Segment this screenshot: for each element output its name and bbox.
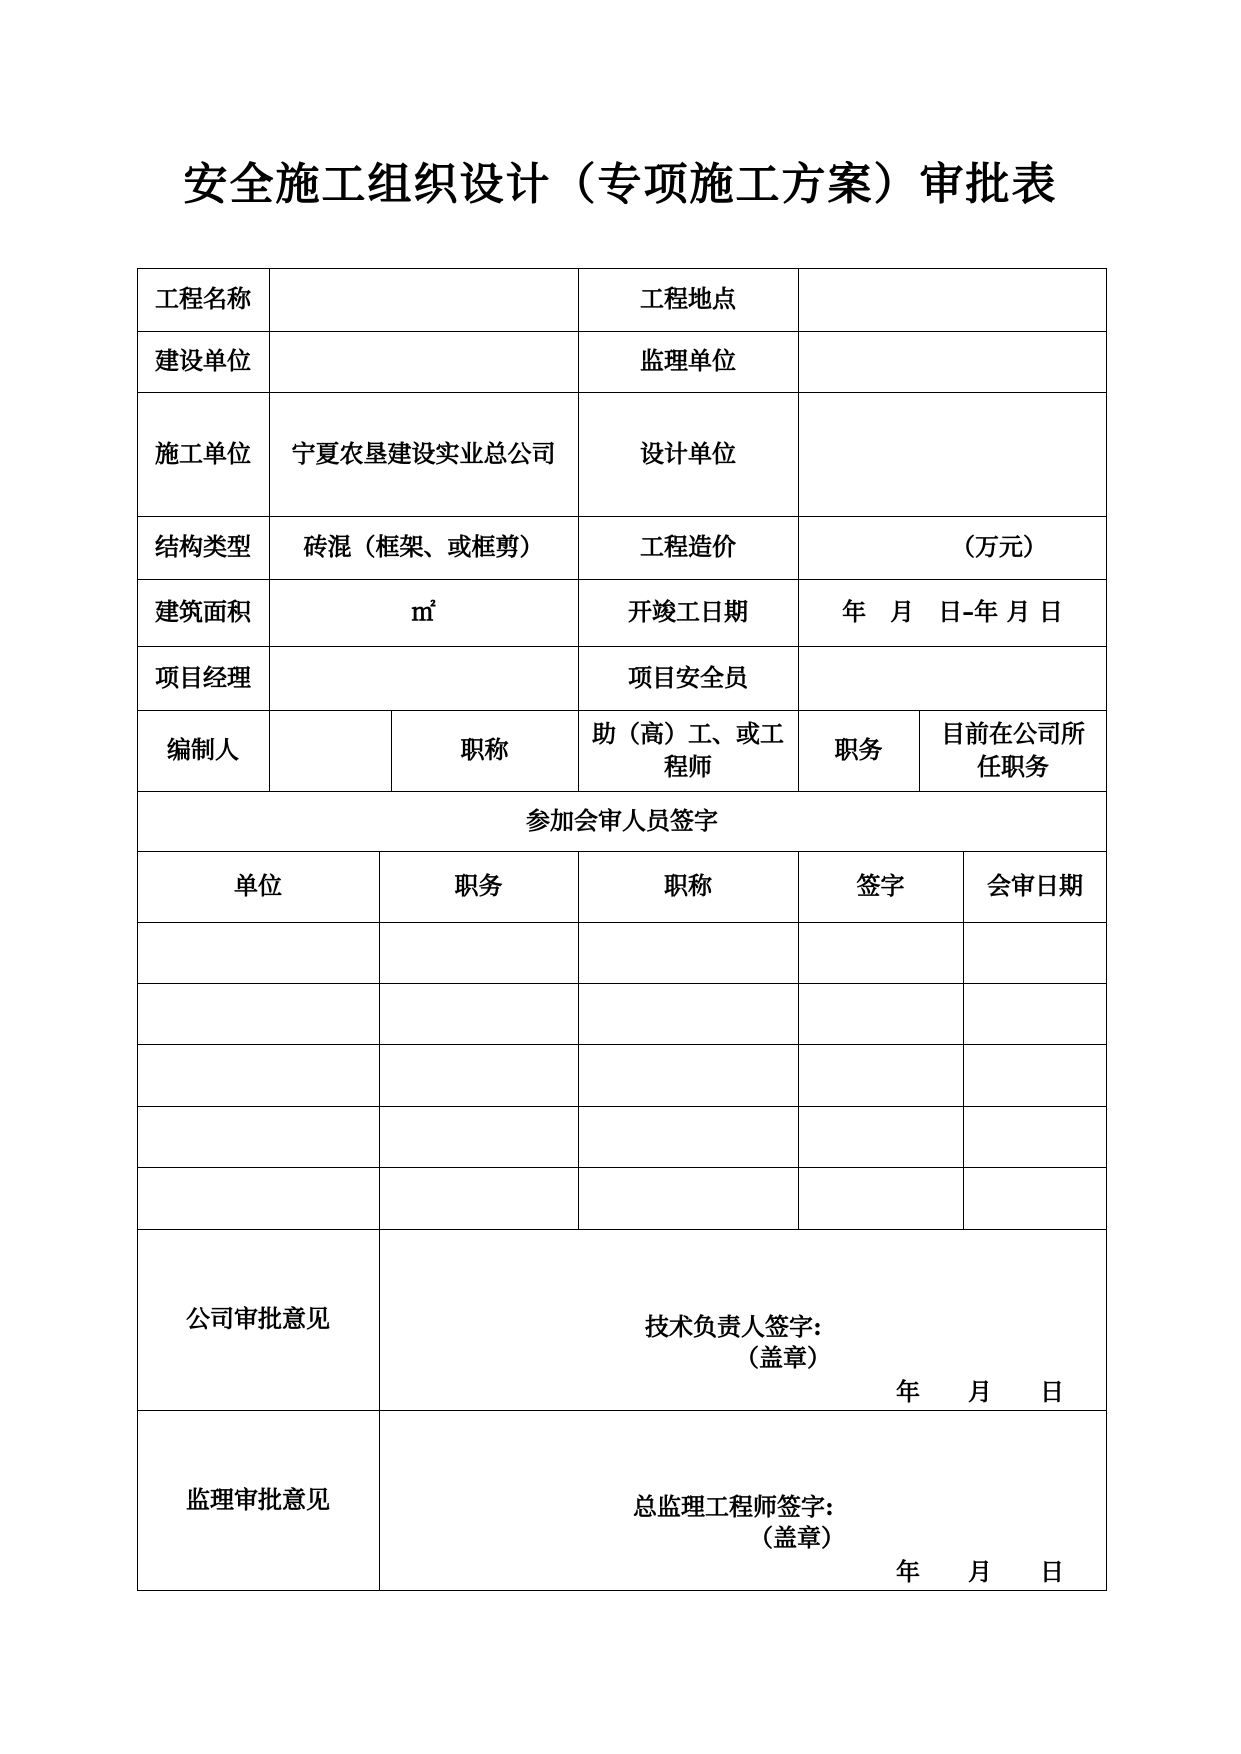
cost-label: 工程造价 bbox=[640, 532, 736, 562]
position-label: 职务 bbox=[834, 735, 883, 765]
supervision-date-label: 年 月 日 bbox=[896, 1557, 1064, 1586]
company-date-label: 年 月 日 bbox=[896, 1377, 1064, 1406]
review-row[interactable] bbox=[137, 1106, 1107, 1167]
developer-field[interactable] bbox=[269, 331, 578, 392]
professional-title-label: 职称 bbox=[460, 735, 509, 765]
supervisor-label: 监理单位 bbox=[640, 346, 736, 376]
project-location-label: 工程地点 bbox=[640, 284, 736, 314]
review-row[interactable] bbox=[137, 1167, 1107, 1229]
professional-title-value[interactable] bbox=[578, 710, 798, 791]
review-col-position: 职务 bbox=[454, 871, 503, 901]
project-manager-field[interactable] bbox=[269, 646, 578, 710]
developer-label: 建设单位 bbox=[155, 346, 251, 376]
dates-label: 开竣工日期 bbox=[628, 597, 748, 627]
compiler-field[interactable] bbox=[269, 710, 391, 791]
area-value[interactable]: ㎡ bbox=[411, 597, 436, 627]
company-signature-label: 技术负责人签字: bbox=[645, 1312, 822, 1341]
dates-value[interactable]: 年 月 日–年 月 日 bbox=[842, 597, 1063, 627]
supervision-signature-label: 总监理工程师签字: bbox=[633, 1492, 834, 1521]
company-seal-label: （盖章） bbox=[735, 1343, 831, 1372]
position-value-line1: 目前在公司所 bbox=[941, 719, 1085, 749]
contractor-value[interactable]: 宁夏农垦建设实业总公司 bbox=[291, 438, 556, 468]
structure-label: 结构类型 bbox=[155, 532, 251, 562]
approval-form-table bbox=[137, 268, 1107, 1593]
table-border-bottom bbox=[137, 1590, 1107, 1591]
professional-title-value-line1: 助（高）工、或工 bbox=[592, 719, 784, 749]
structure-value[interactable]: 砖混（框架、或框剪） bbox=[303, 532, 544, 562]
review-col-signature: 签字 bbox=[856, 871, 905, 901]
review-row[interactable] bbox=[137, 922, 1107, 983]
project-location-field[interactable] bbox=[798, 268, 1107, 331]
page-title: 安全施工组织设计（专项施工方案）审批表 bbox=[183, 159, 1058, 210]
review-section-title: 参加会审人员签字 bbox=[526, 805, 718, 835]
contractor-label: 施工单位 bbox=[155, 438, 251, 468]
safety-officer-field[interactable] bbox=[798, 646, 1107, 710]
designer-field[interactable] bbox=[798, 392, 1107, 516]
safety-officer-label: 项目安全员 bbox=[628, 662, 748, 692]
position-value-line2: 任职务 bbox=[977, 751, 1049, 781]
project-name-label: 工程名称 bbox=[155, 284, 251, 314]
supervision-seal-label: （盖章） bbox=[749, 1523, 845, 1552]
project-name-field[interactable] bbox=[269, 268, 578, 331]
project-manager-label: 项目经理 bbox=[155, 662, 251, 692]
designer-label: 设计单位 bbox=[640, 438, 736, 468]
compiler-label: 编制人 bbox=[167, 735, 239, 765]
review-row[interactable] bbox=[137, 1044, 1107, 1106]
area-label: 建筑面积 bbox=[155, 597, 251, 627]
review-row[interactable] bbox=[137, 983, 1107, 1044]
professional-title-value-line2: 程师 bbox=[664, 751, 712, 781]
review-col-unit: 单位 bbox=[234, 871, 282, 901]
company-approval-label: 公司审批意见 bbox=[186, 1304, 330, 1334]
review-col-title: 职称 bbox=[664, 871, 712, 901]
position-value[interactable] bbox=[919, 710, 1107, 791]
review-col-date: 会审日期 bbox=[987, 871, 1083, 901]
supervision-approval-label: 监理审批意见 bbox=[186, 1484, 330, 1514]
supervisor-field[interactable] bbox=[798, 331, 1107, 392]
cost-value[interactable]: （万元） bbox=[951, 532, 1047, 562]
